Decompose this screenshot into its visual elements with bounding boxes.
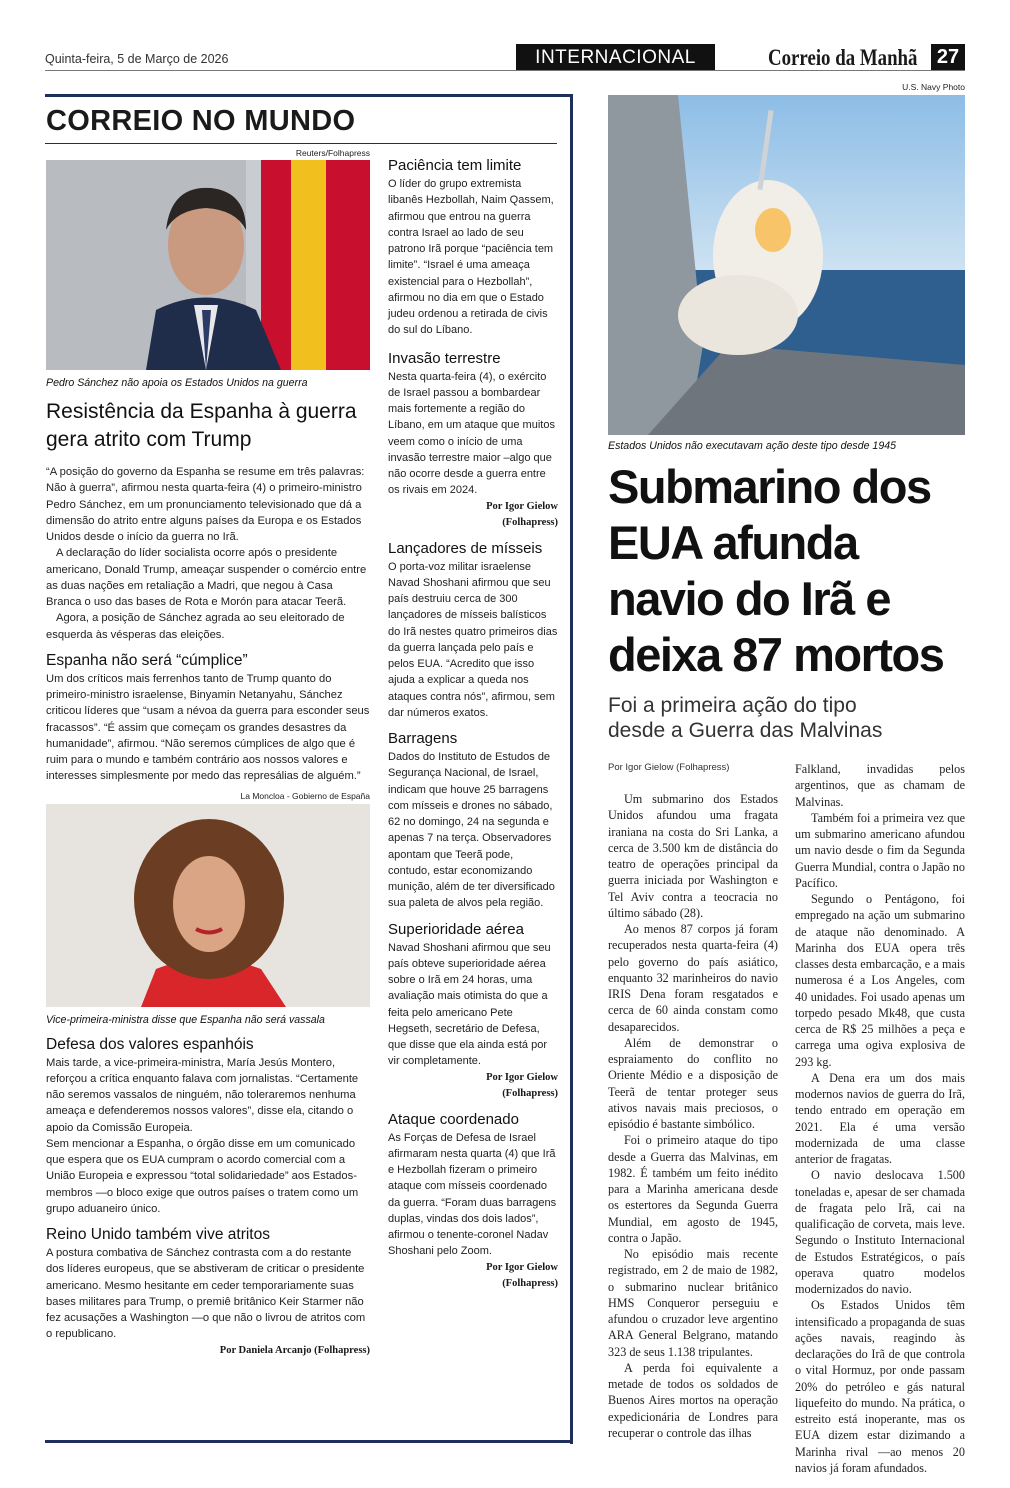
main-headline: Submarino dos EUA afunda navio do Irã e deixa 87 mortos — [608, 460, 944, 681]
byline-agency: (Folhapress) — [502, 1087, 558, 1099]
paragraph: Falkland, invadidas pelos argentinos, que as chamam de Malvinas. — [795, 762, 965, 809]
photo-credit: Reuters/Folhapress — [295, 148, 370, 158]
brief-title: Invasão terrestre — [388, 349, 501, 367]
paragraph: Agora, a posição de Sánchez agrada ao seu eleitorado de esquerda às vésperas das eleições. — [46, 612, 345, 641]
photo-caption: Vice-primeira-ministra disse que Espanha não será vassala — [46, 1013, 325, 1026]
frame-right — [570, 94, 573, 1444]
byline-agency: (Folhapress) — [502, 1277, 558, 1289]
kicker-rule — [45, 143, 557, 144]
brief-text: O líder do grupo extremista libanês Hezbollah, Naim Qassem, afirmou que entrou na guerra contra Israel ao lado de seu patrono Irã porque “paciência tem limite”. “Israel é uma ameaça existencial para o Hezbollah”, afirmou no dia em que o Estado judeu ordenou a retirada de civis do sul do Líbano. — [388, 178, 554, 337]
paragraph: No episódio mais recente registrado, em 2 de maio de 1982, o submarino nuclear britânico HMS Conqueror perseguiu e afundou o cruzador leve argentino ARA General Belgrano, matando 323 de seus 1.138 tripulantes. — [608, 1247, 778, 1359]
paragraph: Também foi a primeira vez que um submarino americano afundou um navio desde o fim da Segunda Guerra Mundial, contra o Japão no Pacífico. — [795, 810, 965, 890]
subheading: Defesa dos valores espanhóis — [46, 1035, 254, 1053]
brief — [388, 349, 558, 531]
brief-title: Paciência tem limite — [388, 157, 522, 174]
paragraph: O navio deslocava 1.500 toneladas e, apesar de ser chamada de fragata pelo Irã, cai na qualificação de corveta, mais leve. Segundo o Instituto Internacional de Estudos Estratégicos, o país operava quatro modelos modernizados do navio. — [795, 1168, 965, 1296]
byline: Por Igor Gielow (Folhapress) — [608, 762, 730, 773]
photo-caption: Pedro Sánchez não apoia os Estados Unidos na guerra — [46, 377, 308, 389]
article-headline: Resistência da Espanha à guerra gera atrito com Trump — [46, 400, 357, 451]
paragraph: Ao menos 87 corpos já foram recuperados nesta quarta-feira (4) pelo governo do país asiático, enquanto 32 marinheiros do navio IRIS Dena foram resgatados e cerca de 60 ainda constam como desaparecidos. — [608, 922, 778, 1034]
photo-missile-launch — [608, 95, 965, 435]
brief — [388, 1110, 558, 1292]
paragraph: Sem mencionar a Espanha, o órgão disse em um comunicado que espera que os EUA cumpram o acordo comercial com a União Europeia e expressou “total solidariedade” aos Estados-membros —o bloco exige que outros países o tratem como um grupo aduaneiro único. — [46, 1137, 359, 1215]
frame-bottom — [45, 1440, 573, 1443]
paragraph: A Dena era um dos mais modernos navios de guerra do Irã, tendo entrado em operação em 2021. Ela é uma versão modernizada de uma classe anterior de fragatas. — [795, 1070, 965, 1166]
brief-title: Superioridade aérea — [388, 920, 524, 938]
brief-text: Navad Shoshani afirmou que seu país obteve superioridade aérea sobre o Irã em 24 horas, uma avaliação mais otimista do que a feita pelo americano Pete Hegseth, secretário de Defesa, que disse que ela ainda está por vir completamente. — [388, 941, 551, 1068]
newspaper-logo: Correio da Manhã — [768, 45, 918, 70]
brief — [388, 539, 558, 722]
brief — [388, 729, 558, 912]
paragraph: Além de demonstrar o espraiamento do conflito no Oriente Médio e a disposição de Teerã de tentar proteger seus ativos navais mais preciosos, o episódio é bastante simbólico. — [608, 1035, 778, 1131]
brief-title: Ataque coordenado — [388, 1110, 519, 1128]
main-article — [608, 82, 965, 1476]
brief-text: As Forças de Defesa de Israel afirmaram nesta quarta (4) que Irã e Hezbollah fizeram o primeiro ataque com mísseis coordenado da guerra. “Foram duas barragens duplas, vindas dos dois lados”, afirmou o tenente-coronel Nadav Shoshani pelo Zoom. — [388, 1131, 557, 1258]
article-columns — [608, 761, 965, 1476]
photo-pedro-sanchez — [46, 160, 370, 370]
article-column-2 — [795, 761, 965, 1476]
headline-deck — [608, 693, 965, 743]
left-article — [46, 148, 370, 1359]
deck-line: Foi a primeira ação do tipo — [608, 694, 857, 717]
byline: Por Igor Gielow — [486, 1071, 558, 1083]
brief — [388, 920, 558, 1102]
paragraph: Mais tarde, a vice-primeira-ministra, María Jesús Montero, reforçou a crítica enquanto falava com jornalistas. “Certamente não seremos vassalos de ninguém, não toleraremos nenhuma ameaça e defenderemos nossos valores”, disse ela, citando o apoio da Comissão Europeia. — [46, 1056, 359, 1134]
brief-text: Dados do Instituto de Estudos de Segurança Nacional, de Israel, indicam que houve 25 barragens com mísseis e drones no sábado, 62 no domingo, 24 na segunda e apenas 7 na terça. Observadores apontam que Teerã pode, contudo, estar economizando munição, além de ter diversificado sua paleta de alvos pela região. — [388, 751, 555, 910]
brief-text: Nesta quarta-feira (4), o exército de Israel passou a bombardear mais fortemente a região do Líbano, em um ataque que muitos veem como o início de uma invasão terrestre maior –algo que não ocorre desde a guerra entre os rivais em 2024. — [388, 370, 555, 497]
byline: Por Igor Gielow — [486, 500, 558, 512]
article-column-1 — [608, 791, 778, 1441]
paragraph: Um submarino dos Estados Unidos afundou uma fragata iraniana na costa do Sri Lanka, a cerca de 3.500 km de distância do teatro de operações principal da guerra iniciada por Washington e Tel Aviv contra a teocracia no último sábado (28). — [608, 792, 778, 920]
byline: Por Igor Gielow — [486, 1261, 558, 1273]
page-number: 27 — [931, 44, 965, 70]
paragraph: Foi o primeiro ataque do tipo desde a Guerra das Malvinas, em 1982. É também um feito inédito para a Marinha americana desde os estertores da Segunda Guerra Mundial, em agosto de 1945, contra o Japão. — [608, 1133, 778, 1245]
brief-text: O porta-voz militar israelense Navad Shoshani afirmou que seu país destruiu cerca de 300 lançadores de mísseis balísticos do Irã nestes quatro primeiros dias da guerra lançada pelo país e pelos EUA. “Acredito que isso ajuda a explicar a queda nos ataques contra nós”, afirmou, sem dar números exatos. — [388, 560, 558, 719]
paragraph: A declaração do líder socialista ocorre após o presidente americano, Donald Trump, ameaçar suspender o comércio entre as duas nações em retaliação a Madri, que negou à Casa Branca o uso das bases de Rota e Morón para atacar Teerã. — [46, 547, 367, 608]
subheading: Reino Unido também vive atritos — [46, 1226, 270, 1243]
briefs-column — [388, 156, 558, 1292]
paragraph: Um dos críticos mais ferrenhos tanto de Trump quanto do primeiro-ministro israelense, Binyamin Netanyahu, Sánchez criticou líderes que “usam a névoa da guerra para esconder seus fracassos”. “É assim que começam os grandes desastres da humanidade”, afirmou. “Não seremos cúmplices de algo que é ruim para o mundo e também contrário aos nossos valores e interesses simplesmente por medo das represálias de alguém.” — [46, 672, 370, 783]
photo-credit: U.S. Navy Photo — [902, 82, 965, 92]
issue-date: Quinta-feira, 5 de Março de 2026 — [45, 52, 229, 66]
photo-credit: La Moncloa - Gobierno de España — [240, 790, 370, 801]
section-kicker: CORREIO NO MUNDO — [46, 105, 356, 137]
paragraph: “A posição do governo da Espanha se resume em três palavras: Não à guerra”, afirmou nesta quarta-feira (4) o primeiro-ministro Pedro Sánchez, em um pronunciamento televisionado que dá a dimensão do atrito entre alguns países da Europa e os Estados Unidos desde o início da guerra no Irã. — [46, 466, 365, 543]
section-label: INTERNACIONAL — [516, 44, 715, 70]
byline: Por Daniela Arcanjo (Folhapress) — [219, 1344, 370, 1356]
byline-agency: (Folhapress) — [502, 516, 558, 528]
photo-caption: Estados Unidos não executavam ação deste tipo desde 1945 — [608, 440, 896, 452]
paragraph: Segundo o Pentágono, foi empregado na ação um submarino de ataque não denominado. A Marinha dos EUA opera três classes desta embarcação, e a mais numerosa é a Los Angeles, com 40 unidades. Foi usado apenas um torpedo pesado Mk48, que custa cerca de R$ 25 milhões a peça e carrega uma ogiva explosiva de 293 kg. — [795, 892, 965, 1069]
photo-maria-jesus-montero — [46, 804, 370, 1007]
brief — [388, 156, 558, 339]
brief-title: Lançadores de mísseis — [388, 539, 543, 557]
brief-title: Barragens — [388, 730, 458, 747]
deck-line: desde a Guerra das Malvinas — [608, 719, 883, 742]
paragraph: A perda foi equivalente a metade de todos os soldados de Buenos Aires mortos na operação expedicionária de Londres para recuperar o controle das ilhas — [608, 1360, 778, 1440]
paragraph: Os Estados Unidos têm intensificado a propaganda de suas ações navais, reagindo às declarações do Irã de que controla o vital Hormuz, por onde passam 20% do petróleo e gás natural liquefeito do mundo. Na prática, o estreito está inoperante, mas os EUA dizem estar dizimando a Marinha rival —ao menos 20 navios já foram afundados. — [795, 1298, 965, 1475]
subheading: Espanha não será “cúmplice” — [46, 651, 248, 669]
paragraph: A postura combativa de Sánchez contrasta com a do restante dos líderes europeus, que se abstiveram de criticar o presidente americano. Mesmo hesitante em ceder temporariamente suas bases militares para Trump, o premiê britânico Keir Starmer não fez acusações a Washington —o que não o livrou de atritos com o republicano. — [46, 1247, 366, 1341]
frame-top — [45, 94, 573, 97]
article-column-1-wrap — [608, 761, 778, 1476]
